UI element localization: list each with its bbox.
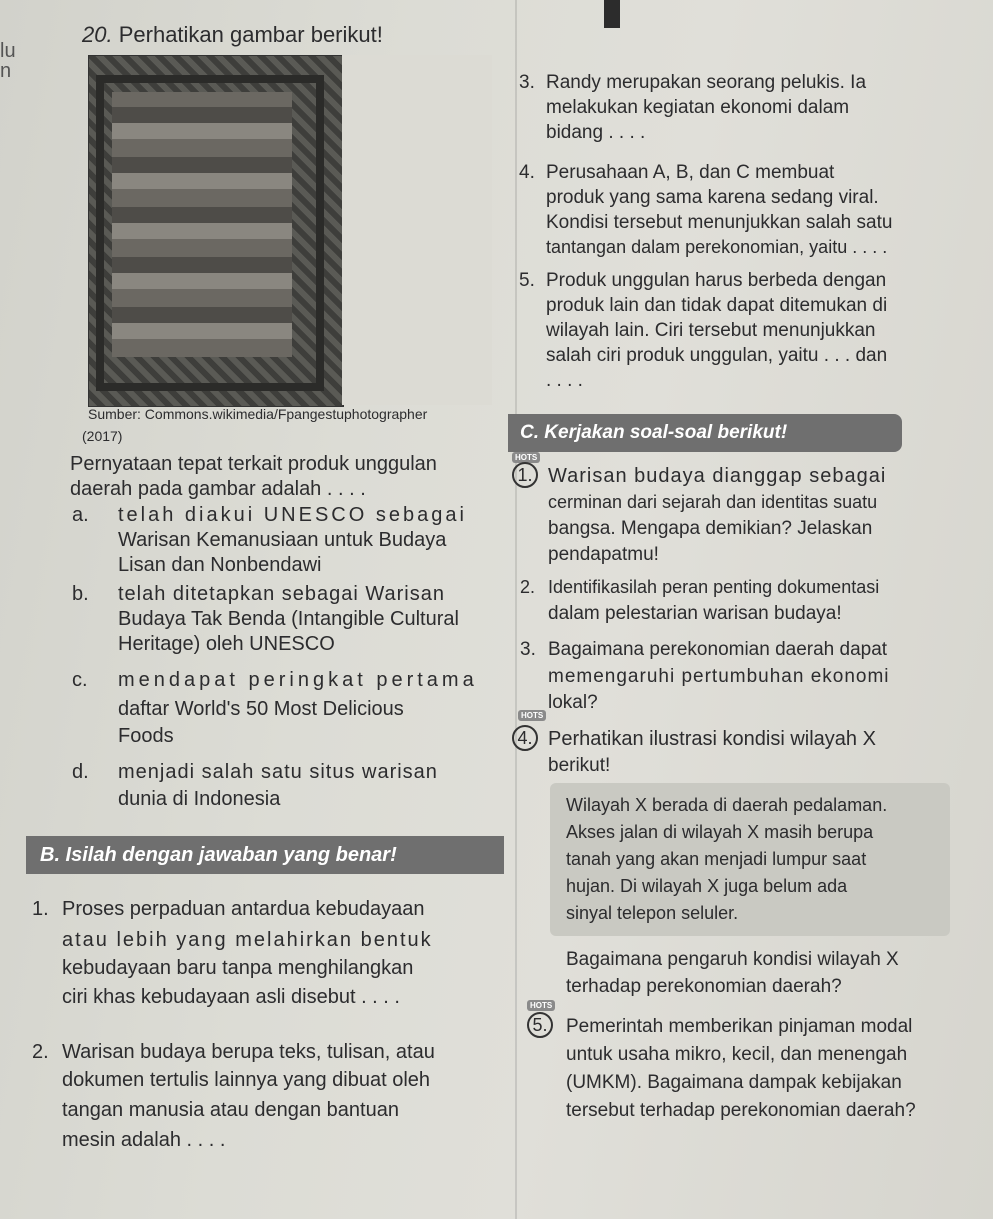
option-b-line: telah ditetapkan sebagai Warisan xyxy=(118,583,445,605)
question-number: 2. xyxy=(520,577,536,597)
image-year: (2017) xyxy=(82,428,123,444)
box-line: hujan. Di wilayah X juga belum ada xyxy=(566,876,848,896)
image-source: Sumber: Commons.wikimedia/Fpangestuphotographer xyxy=(88,406,428,422)
question-5-line: salah ciri produk unggulan, yaitu . . . dan xyxy=(546,345,888,366)
question-5-line: . . . . xyxy=(546,370,583,391)
c-question-4-ask: Bagaimana pengaruh kondisi wilayah X xyxy=(566,949,899,970)
c-question-1-line: cerminan dari sejarah dan identitas suatu xyxy=(548,492,878,512)
option-b-line: Heritage) oleh UNESCO xyxy=(118,633,335,655)
question-2-line: mesin adalah . . . . xyxy=(62,1129,226,1151)
question-stem: daerah pada gambar adalah . . . . xyxy=(70,478,366,500)
question-5-line: wilayah lain. Ciri tersebut menunjukkan xyxy=(546,320,876,341)
option-c-line: Foods xyxy=(118,725,174,747)
option-a-line: Warisan Kemanusiaan untuk Budaya xyxy=(118,529,447,551)
box-line: tanah yang akan menjadi lumpur saat xyxy=(566,849,867,869)
question-4-line: produk yang sama karena sedang viral. xyxy=(546,187,879,208)
c-question-2-line: dalam pelestarian warisan budaya! xyxy=(548,603,842,624)
question-4-line: Perusahaan A, B, dan C membuat xyxy=(546,162,835,183)
question-number: 3. xyxy=(520,639,536,660)
question-1-line: Proses perpaduan antardua kebudayaan xyxy=(62,898,425,920)
option-c-line: mendapat peringkat pertama xyxy=(118,669,478,691)
c-question-1-line: bangsa. Mengapa demikian? Jelaskan xyxy=(548,518,873,539)
photo-batik-cloth xyxy=(112,92,292,357)
c-question-5-line: (UMKM). Bagaimana dampak kebijakan xyxy=(566,1072,902,1093)
question-2-line: Warisan budaya berupa teks, tulisan, atau xyxy=(62,1041,435,1063)
option-letter: c. xyxy=(72,669,88,691)
question-3-line: melakukan kegiatan ekonomi dalam xyxy=(546,97,850,118)
option-letter: a. xyxy=(72,504,89,526)
page-spine xyxy=(515,0,517,1219)
box-line: Wilayah X berada di daerah pedalaman. xyxy=(566,795,888,815)
question-4-line: tantangan dalam perekonomian, yaitu . . . . xyxy=(546,237,888,257)
bookmark-ribbon xyxy=(604,0,620,28)
question-3-line: bidang . . . . xyxy=(546,122,646,143)
option-c-line: daftar World's 50 Most Delicious xyxy=(118,698,404,720)
question-title: Perhatikan gambar berikut! xyxy=(118,22,383,47)
question-number: 3. xyxy=(519,72,535,93)
question-5-line: Produk unggulan harus berbeda dengan xyxy=(546,270,887,291)
question-20-header xyxy=(82,22,383,48)
box-line: sinyal telepon seluler. xyxy=(566,903,739,923)
c-question-3-line: memengaruhi pertumbuhan ekonomi xyxy=(548,666,890,687)
question-number: 1. xyxy=(32,898,49,920)
option-b-line: Budaya Tak Benda (Intangible Cultural xyxy=(118,608,459,630)
c-question-4-line: Perhatikan ilustrasi kondisi wilayah X xyxy=(548,728,876,750)
option-a-line: Lisan dan Nonbendawi xyxy=(118,554,322,576)
question-number-circled: 1. xyxy=(512,462,538,488)
c-question-4-ask: terhadap perekonomian daerah? xyxy=(566,976,842,997)
c-question-1-line: pendapatmu! xyxy=(548,544,659,565)
photo-blank-area xyxy=(342,55,492,405)
section-b-header: B. Isilah dengan jawaban yang benar! xyxy=(26,836,504,874)
question-stem: Pernyataan tepat terkait produk unggulan xyxy=(70,453,437,475)
c-question-3-line: Bagaimana perekonomian daerah dapat xyxy=(548,639,888,660)
question-1-line: ciri khas kebudayaan asli disebut . . . . xyxy=(62,986,400,1008)
c-question-5-line: untuk usaha mikro, kecil, dan menengah xyxy=(566,1044,908,1065)
question-1-line: kebudayaan baru tanpa menghilangkan xyxy=(62,957,414,979)
question-number: 5. xyxy=(519,270,535,291)
question-number: 4. xyxy=(519,162,535,183)
question-2-line: tangan manusia atau dengan bantuan xyxy=(62,1099,399,1121)
box-line: Akses jalan di wilayah X masih berupa xyxy=(566,822,874,842)
option-letter: d. xyxy=(72,761,89,783)
question-number-circled: 4. xyxy=(512,725,538,751)
question-number: 2. xyxy=(32,1041,49,1063)
hots-badge: HOTS xyxy=(518,710,546,721)
hots-badge: HOTS xyxy=(512,452,540,463)
question-2-line: dokumen tertulis lainnya yang dibuat oleh xyxy=(62,1069,431,1091)
hots-badge: HOTS xyxy=(527,1000,555,1011)
question-5-line: produk lain dan tidak dapat ditemukan di xyxy=(546,295,888,316)
question-3-line: Randy merupakan seorang pelukis. Ia xyxy=(546,72,867,93)
question-number: 20. xyxy=(82,22,113,47)
option-letter: b. xyxy=(72,583,89,605)
question-1-line: atau lebih yang melahirkan bentuk xyxy=(62,929,433,951)
margin-fragment: lu xyxy=(0,40,16,62)
option-d-line: dunia di Indonesia xyxy=(118,788,281,810)
option-d-line: menjadi salah satu situs warisan xyxy=(118,761,438,783)
c-question-4-line: berikut! xyxy=(548,755,611,776)
margin-fragment: n xyxy=(0,60,12,82)
c-question-5-line: tersebut terhadap perekonomian daerah? xyxy=(566,1100,916,1121)
c-question-2-line: Identifikasilah peran penting dokumentasi xyxy=(548,577,880,597)
question-number-circled: 5. xyxy=(527,1012,553,1038)
question-4-line: Kondisi tersebut menunjukkan salah satu xyxy=(546,212,893,233)
section-c-header: C. Kerjakan soal-soal berikut! xyxy=(508,414,902,452)
c-question-5-line: Pemerintah memberikan pinjaman modal xyxy=(566,1016,913,1037)
c-question-1-line: Warisan budaya dianggap sebagai xyxy=(548,465,887,487)
c-question-3-line: lokal? xyxy=(548,692,598,713)
option-a-line: telah diakui UNESCO sebagai xyxy=(118,504,467,526)
